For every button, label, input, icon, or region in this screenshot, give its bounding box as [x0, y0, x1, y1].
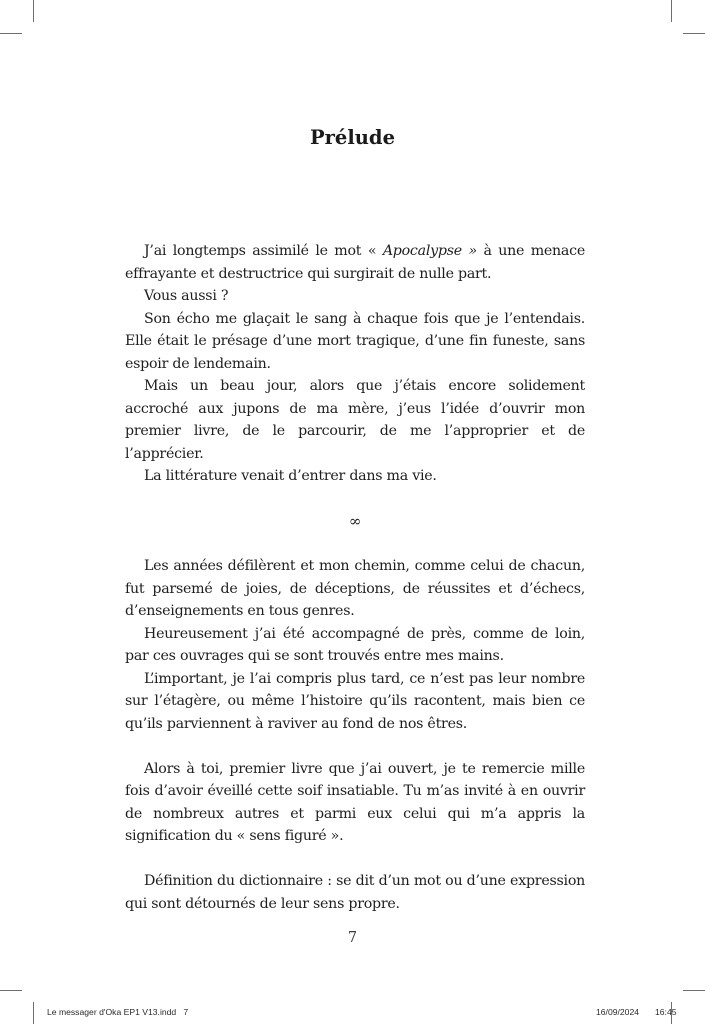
paragraph: Les années défilèrent et mon chemin, comme celui de chacun, fut parsemé de joies, de déceptions, de réussites et d’échecs, d’enseignements en tous genres. [125, 558, 585, 619]
crop-mark-top-right-h [683, 33, 705, 34]
paragraph-gap [125, 848, 585, 871]
paragraph: Heureusement j’ai été accompagné de près, comme de loin, par ces ouvrages qui se sont trouvés entre mes mains. [125, 625, 585, 664]
paragraph: La littérature venait d’entrer dans ma vie. [144, 468, 437, 484]
body-text [125, 240, 585, 915]
crop-mark-top-right [671, 0, 672, 22]
page-title: Prélude [310, 126, 395, 149]
section-separator: ∞ [348, 512, 362, 530]
slug-time: 16:45 [655, 1007, 677, 1017]
paragraph: Vous aussi ? [144, 288, 229, 304]
crop-mark-top-left-h [0, 33, 22, 34]
paragraph [125, 240, 585, 285]
paragraph: Mais un beau jour, alors que j’étais encore solidement accroché aux jupons de ma mère, j’eus l’idée d’ouvrir mon premier livre, de le parcourir, de me l’approprier et de l’apprécier. [125, 378, 585, 462]
crop-mark-bottom-left-h [0, 990, 22, 991]
paragraph: Alors à toi, premier livre que j’ai ouvert, je te remercie mille fois d’avoir éveillé cette soif insatiable. Tu m’as invité à en ouvrir de nombreux autres et parmi eux celui qui m’a appris la signification du « sens figuré ». [125, 760, 585, 844]
paragraph-text: à une menace effrayante et destructrice qui surgirait de nulle part. [125, 243, 585, 282]
crop-mark-top-left [33, 0, 34, 22]
crop-mark-bottom-right-h [683, 990, 705, 991]
paragraph-gap [125, 735, 585, 758]
emphasis-apocalypse: Apocalypse » [382, 243, 477, 259]
slug-date: 16/09/2024 [596, 1007, 640, 1017]
slug-filename: Le messager d'Oka EP1 V13.indd 7 [47, 1007, 189, 1017]
crop-mark-bottom-left [33, 1002, 34, 1024]
paragraph: Définition du dictionnaire : se dit d’un mot ou d’une expression qui sont détournés de leur sens propre. [125, 873, 585, 912]
paragraph: Son écho me glaçait le sang à chaque fois que je l’entendais. Elle était le présage d’une mort tragique, d’une fin funeste, sans espoir de lendemain. [125, 310, 585, 372]
paragraph-text: J’ai longtemps assimilé le mot « [144, 243, 383, 259]
page-number: 7 [347, 930, 358, 946]
paragraph: L’important, je l’ai compris plus tard, ce n’est pas leur nombre sur l’étagère, ou même l’histoire qu’ils racontent, mais bien ce qu’ils parviennent à raviver au fond de nos êtres. [125, 670, 585, 732]
